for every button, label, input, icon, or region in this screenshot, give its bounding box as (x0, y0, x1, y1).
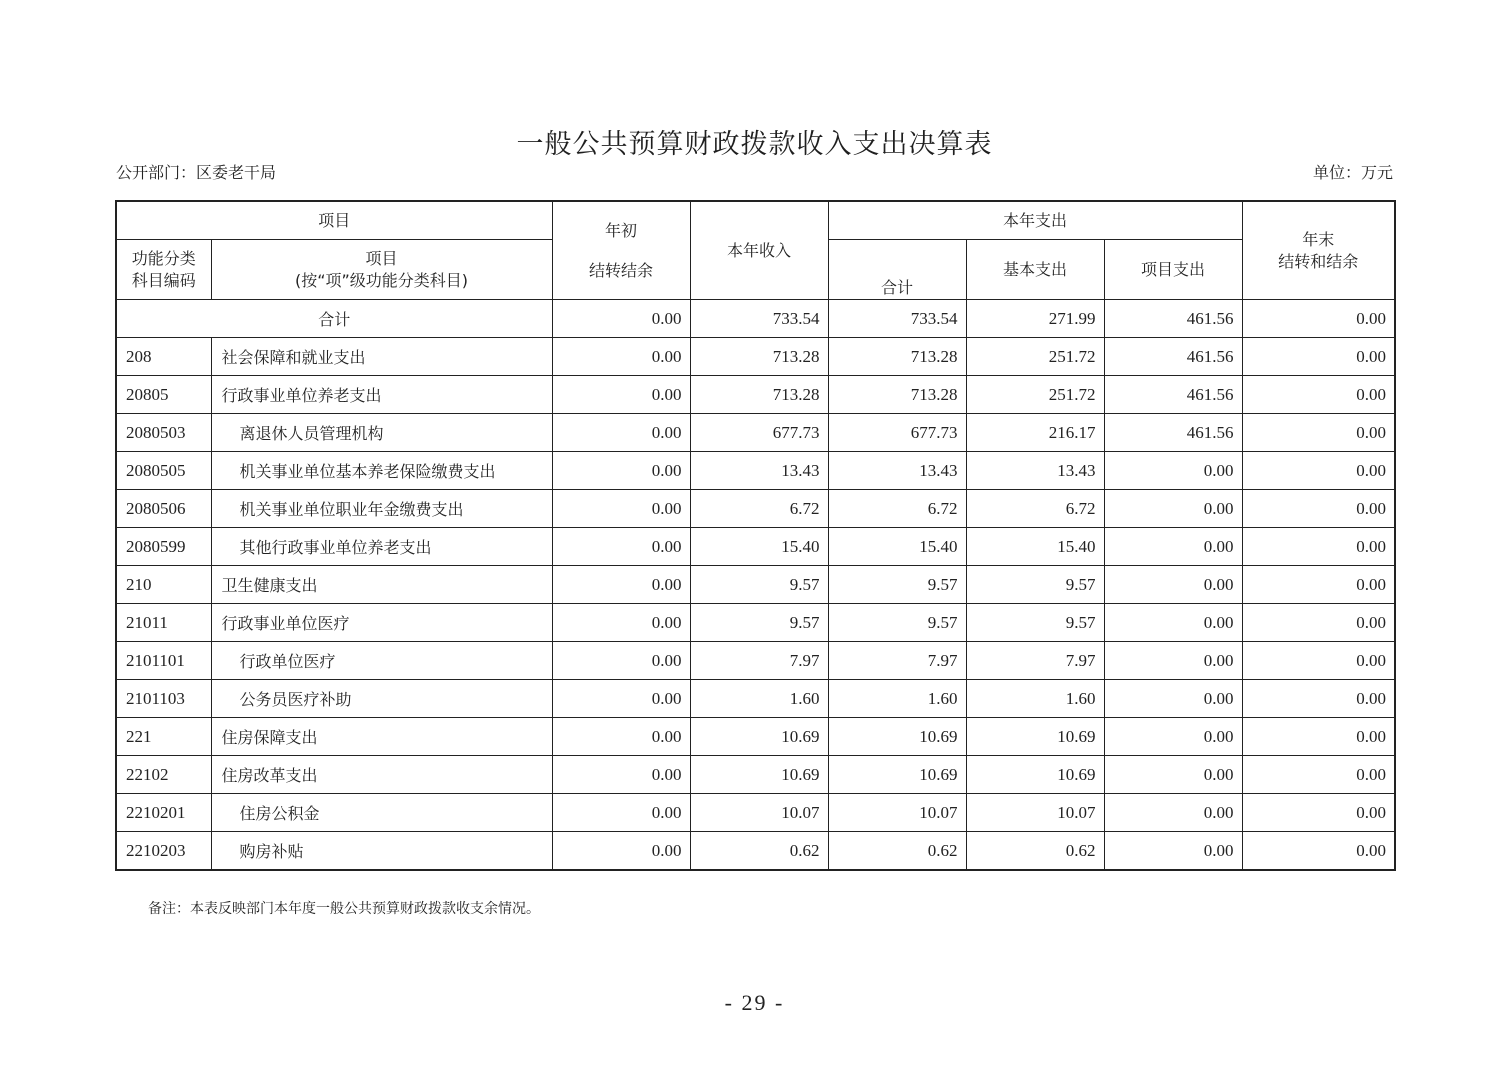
row-code: 210 (116, 566, 211, 604)
row-project: 0.00 (1104, 718, 1242, 756)
row-basic: 6.72 (966, 490, 1104, 528)
row-end: 0.00 (1242, 528, 1395, 566)
row-name: 行政单位医疗 (211, 642, 552, 680)
row-total: 6.72 (828, 490, 966, 528)
row-income: 9.57 (690, 566, 828, 604)
row-end: 0.00 (1242, 566, 1395, 604)
row-project: 0.00 (1104, 566, 1242, 604)
row-project: 461.56 (1104, 414, 1242, 452)
row-basic: 1.60 (966, 680, 1104, 718)
row-project: 0.00 (1104, 642, 1242, 680)
header-income: 本年收入 (690, 201, 828, 300)
header-begin-balance (552, 201, 690, 300)
total-basic: 271.99 (966, 300, 1104, 338)
row-basic: 251.72 (966, 376, 1104, 414)
row-code: 2080505 (116, 452, 211, 490)
row-project: 0.00 (1104, 680, 1242, 718)
row-end: 0.00 (1242, 452, 1395, 490)
row-begin: 0.00 (552, 490, 690, 528)
row-end: 0.00 (1242, 642, 1395, 680)
row-income: 10.07 (690, 794, 828, 832)
header-project-group: 项目 (116, 201, 552, 240)
row-basic: 9.57 (966, 566, 1104, 604)
row-total: 713.28 (828, 376, 966, 414)
table-row (116, 718, 1395, 756)
row-end: 0.00 (1242, 414, 1395, 452)
page-title: 一般公共预算财政拨款收入支出决算表 (516, 129, 993, 160)
row-income: 13.43 (690, 452, 828, 490)
table-row (116, 604, 1395, 642)
row-total: 1.60 (828, 680, 966, 718)
row-begin: 0.00 (552, 680, 690, 718)
row-name: 住房公积金 (211, 794, 552, 832)
table-row (116, 528, 1395, 566)
row-begin: 0.00 (552, 566, 690, 604)
table-row (116, 756, 1395, 794)
total-label: 合计 (116, 300, 552, 338)
row-end: 0.00 (1242, 376, 1395, 414)
row-project: 461.56 (1104, 376, 1242, 414)
total-end: 0.00 (1242, 300, 1395, 338)
row-begin: 0.00 (552, 338, 690, 376)
footnote: 备注：本表反映部门本年度一般公共预算财政拨款收支余情况。 (148, 901, 540, 917)
row-code: 2101103 (116, 680, 211, 718)
row-project: 0.00 (1104, 832, 1242, 871)
header-begin-line1: 年初 (605, 220, 638, 240)
row-name: 社会保障和就业支出 (211, 338, 552, 376)
row-name: 行政事业单位养老支出 (211, 376, 552, 414)
row-end: 0.00 (1242, 490, 1395, 528)
table-row (116, 832, 1395, 871)
department-label: 公开部门：区委老干局 (116, 163, 277, 182)
table-row (116, 452, 1395, 490)
unit-label: 单位：万元 (1312, 163, 1393, 182)
row-name: 机关事业单位职业年金缴费支出 (211, 490, 552, 528)
page-number: - 29 - (724, 990, 785, 1015)
row-begin: 0.00 (552, 642, 690, 680)
row-end: 0.00 (1242, 718, 1395, 756)
row-name: 住房改革支出 (211, 756, 552, 794)
header-end-line1: 年末 (1302, 229, 1335, 249)
row-income: 9.57 (690, 604, 828, 642)
row-name: 卫生健康支出 (211, 566, 552, 604)
row-name: 离退休人员管理机构 (211, 414, 552, 452)
row-code: 2210203 (116, 832, 211, 871)
row-basic: 0.62 (966, 832, 1104, 871)
table-row (116, 566, 1395, 604)
row-project: 0.00 (1104, 490, 1242, 528)
row-code: 22102 (116, 756, 211, 794)
row-code: 2080599 (116, 528, 211, 566)
row-total: 7.97 (828, 642, 966, 680)
header-basic-expense: 基本支出 (966, 240, 1104, 300)
row-begin: 0.00 (552, 604, 690, 642)
row-name: 购房补贴 (211, 832, 552, 871)
row-basic: 15.40 (966, 528, 1104, 566)
row-project: 461.56 (1104, 338, 1242, 376)
row-project: 0.00 (1104, 756, 1242, 794)
row-begin: 0.00 (552, 832, 690, 871)
row-total: 9.57 (828, 604, 966, 642)
row-begin: 0.00 (552, 414, 690, 452)
row-basic: 9.57 (966, 604, 1104, 642)
row-code: 21011 (116, 604, 211, 642)
budget-table (115, 200, 1396, 871)
header-project-expense: 项目支出 (1104, 240, 1242, 300)
row-code: 221 (116, 718, 211, 756)
row-name: 公务员医疗补助 (211, 680, 552, 718)
table-row (116, 338, 1395, 376)
row-income: 7.97 (690, 642, 828, 680)
row-income: 10.69 (690, 718, 828, 756)
header-name-line1: 项目 (365, 248, 398, 268)
row-name: 机关事业单位基本养老保险缴费支出 (211, 452, 552, 490)
row-end: 0.00 (1242, 680, 1395, 718)
table-row (116, 680, 1395, 718)
row-begin: 0.00 (552, 452, 690, 490)
table-row (116, 642, 1395, 680)
row-income: 0.62 (690, 832, 828, 871)
row-income: 10.69 (690, 756, 828, 794)
header-code-line2: 科目编码 (131, 270, 196, 290)
total-begin: 0.00 (552, 300, 690, 338)
header-end-balance (1242, 201, 1395, 300)
row-project: 0.00 (1104, 528, 1242, 566)
row-begin: 0.00 (552, 718, 690, 756)
row-code: 2210201 (116, 794, 211, 832)
row-begin: 0.00 (552, 528, 690, 566)
row-name: 住房保障支出 (211, 718, 552, 756)
row-name: 行政事业单位医疗 (211, 604, 552, 642)
row-project: 0.00 (1104, 604, 1242, 642)
header-name-line2: (按“项”级功能分类科目) (294, 270, 469, 290)
row-income: 677.73 (690, 414, 828, 452)
row-income: 6.72 (690, 490, 828, 528)
row-name: 其他行政事业单位养老支出 (211, 528, 552, 566)
row-end: 0.00 (1242, 756, 1395, 794)
row-begin: 0.00 (552, 756, 690, 794)
row-code: 2080506 (116, 490, 211, 528)
row-project: 0.00 (1104, 794, 1242, 832)
row-end: 0.00 (1242, 832, 1395, 871)
row-begin: 0.00 (552, 376, 690, 414)
row-basic: 10.69 (966, 718, 1104, 756)
row-total: 713.28 (828, 338, 966, 376)
row-basic: 10.69 (966, 756, 1104, 794)
row-end: 0.00 (1242, 338, 1395, 376)
total-project: 461.56 (1104, 300, 1242, 338)
header-begin-line2: 结转结余 (589, 260, 654, 280)
row-income: 1.60 (690, 680, 828, 718)
row-basic: 10.07 (966, 794, 1104, 832)
row-total: 10.69 (828, 718, 966, 756)
row-income: 713.28 (690, 376, 828, 414)
row-total: 10.69 (828, 756, 966, 794)
row-total: 0.62 (828, 832, 966, 871)
row-basic: 7.97 (966, 642, 1104, 680)
row-total: 15.40 (828, 528, 966, 566)
table-row (116, 414, 1395, 452)
row-income: 713.28 (690, 338, 828, 376)
row-total: 9.57 (828, 566, 966, 604)
table-row (116, 794, 1395, 832)
row-code: 2080503 (116, 414, 211, 452)
row-total: 677.73 (828, 414, 966, 452)
header-code (116, 240, 211, 300)
row-begin: 0.00 (552, 794, 690, 832)
row-end: 0.00 (1242, 794, 1395, 832)
row-total: 13.43 (828, 452, 966, 490)
total-row (116, 300, 1395, 338)
row-income: 15.40 (690, 528, 828, 566)
row-total: 10.07 (828, 794, 966, 832)
table-row (116, 490, 1395, 528)
row-project: 0.00 (1104, 452, 1242, 490)
row-end: 0.00 (1242, 604, 1395, 642)
table-row (116, 376, 1395, 414)
row-code: 20805 (116, 376, 211, 414)
row-code: 208 (116, 338, 211, 376)
row-basic: 13.43 (966, 452, 1104, 490)
row-code: 2101101 (116, 642, 211, 680)
header-name (211, 240, 552, 300)
header-expense-total: 合计 (828, 240, 966, 300)
total-income: 733.54 (690, 300, 828, 338)
header-end-line2: 结转和结余 (1278, 251, 1359, 271)
row-basic: 216.17 (966, 414, 1104, 452)
header-code-line1: 功能分类 (131, 248, 196, 268)
row-basic: 251.72 (966, 338, 1104, 376)
header-expense-group: 本年支出 (828, 201, 1242, 240)
total-expense: 733.54 (828, 300, 966, 338)
